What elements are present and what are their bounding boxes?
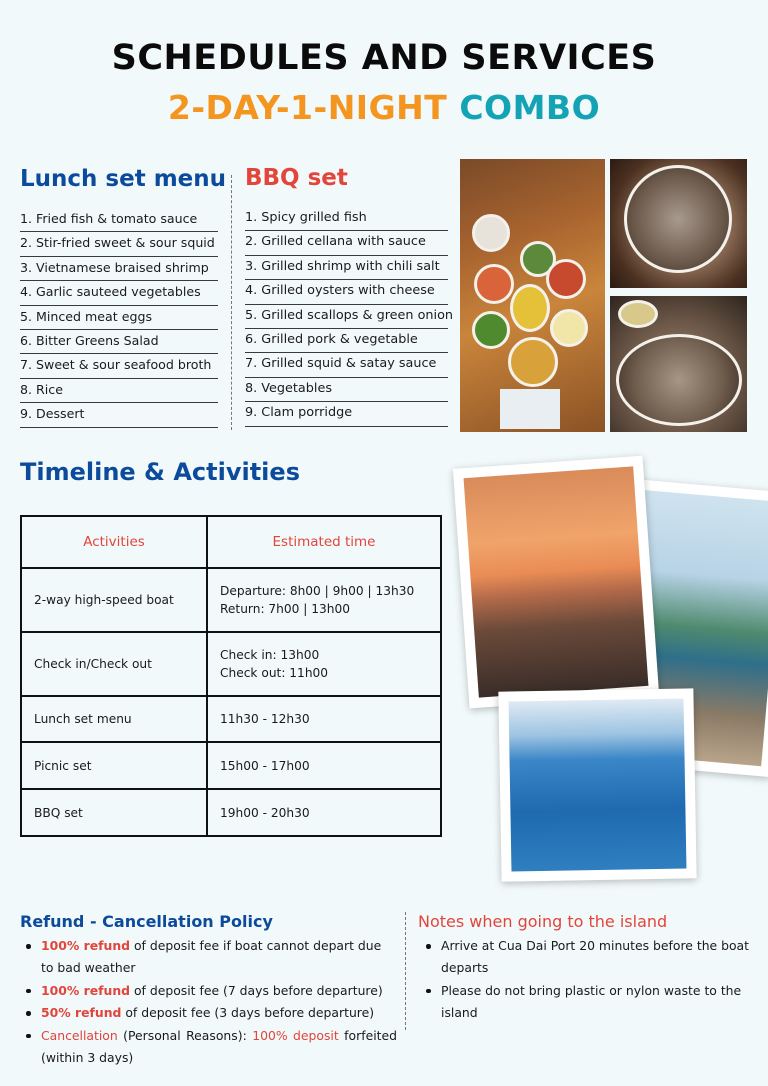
column-header-activities: Activities [21,516,207,568]
list-item [22,1002,397,1024]
time-cell [207,568,441,632]
cancellation-label: Cancellation [41,1027,118,1043]
time-cell: 15h00 - 17h00 [207,742,441,789]
lunch-menu-item: 1. Fried fish & tomato sauce [20,208,218,232]
activity-cell: Picnic set [21,742,207,789]
lunch-menu-list [20,208,218,428]
list-item: Arrive at Cua Dai Port 20 minutes before the boat departs [422,935,757,980]
time-cell: 19h00 - 20h30 [207,789,441,836]
list-item: Please do not bring plastic or nylon waste to the island [422,980,757,1025]
time-line: Return: 7h00 | 13h00 [220,602,351,616]
page-subtitle [0,88,768,127]
lunch-menu-item: 6. Bitter Greens Salad [20,330,218,354]
bbq-menu-item: 1. Spicy grilled fish [245,207,448,231]
activity-cell: BBQ set [21,789,207,836]
bbq-menu-item: 3. Grilled shrimp with chili salt [245,256,448,280]
table-row [21,696,441,742]
lunch-menu-item: 7. Sweet & sour seafood broth [20,354,218,378]
time-cell: 11h30 - 12h30 [207,696,441,742]
sunset-pier-photo [453,456,659,709]
refund-text: of deposit fee if boat cannot depart due to bad weather [41,938,382,976]
deposit-highlight: 100% deposit [252,1027,339,1043]
bbq-menu [245,165,454,427]
activity-cell: Lunch set menu [21,696,207,742]
lunch-menu-item: 3. Vietnamese braised shrimp [20,257,218,281]
refund-text: of deposit fee (7 days before departure) [130,982,383,998]
table-row [21,742,441,789]
refund-policy-heading: Refund - Cancellation Policy [20,912,273,931]
time-line: Check in: 13h00 [220,648,320,662]
activity-cell: Check in/Check out [21,632,207,696]
shellfish-platter-photo [610,159,747,288]
menu-divider [231,175,232,430]
notes-heading: Notes when going to the island [418,912,668,931]
column-header-estimated-time: Estimated time [207,516,441,568]
lunch-menu-heading: Lunch set menu [20,166,227,192]
timeline-heading: Timeline & Activities [20,458,300,486]
time-cell [207,632,441,696]
timeline-table [20,515,442,837]
bbq-menu-item: 5. Grilled scallops & green onion [245,305,448,329]
lunch-menu-item: 2. Stir-fried sweet & sour squid [20,232,218,256]
bbq-menu-heading: BBQ set [245,165,348,191]
bbq-menu-item: 7. Grilled squid & satay sauce [245,353,448,377]
bbq-menu-item: 2. Grilled cellana with sauce [245,231,448,255]
bbq-menu-item: 8. Vegetables [245,378,448,402]
lunch-menu-item: 9. Dessert [20,403,218,427]
table-row [21,632,441,696]
lunch-menu-item: 4. Garlic sauteed vegetables [20,281,218,305]
refund-text: (Personal Reasons): [117,1027,253,1043]
list-item [22,980,397,1002]
page-title: SCHEDULES AND SERVICES [111,38,657,78]
lunch-menu [20,166,227,428]
food-table-photo [460,159,605,432]
subtitle-combo: COMBO [459,88,601,127]
time-line: Departure: 8h00 | 9h00 | 13h30 [220,584,415,598]
table-row [21,568,441,632]
speedboat-photo [498,688,696,881]
refund-highlight: 100% refund [41,982,131,998]
table-header-row [21,516,441,568]
bbq-menu-item: 6. Grilled pork & vegetable [245,329,448,353]
activity-cell: 2-way high-speed boat [21,568,207,632]
list-item [22,1025,397,1070]
lunch-menu-item: 5. Minced meat eggs [20,306,218,330]
table-row [21,789,441,836]
bottom-divider [405,912,406,1030]
refund-highlight: 50% refund [41,1005,122,1021]
refund-highlight: 100% refund [41,938,131,953]
refund-text: forfeited (within 3 days) [41,1027,397,1066]
time-line: Check out: 11h00 [220,666,329,680]
lunch-menu-item: 8. Rice [20,379,218,403]
notes-list [422,935,757,1025]
list-item [22,935,397,980]
bbq-menu-list [245,207,454,427]
subtitle-duration: 2-DAY-1-NIGHT [167,88,448,127]
refund-policy-list [22,935,397,1069]
refund-text: of deposit fee (3 days before departure) [121,1005,375,1021]
oyster-platter-photo [610,296,747,432]
bbq-menu-item: 9. Clam porridge [245,402,448,426]
bbq-menu-item: 4. Grilled oysters with cheese [245,280,448,304]
